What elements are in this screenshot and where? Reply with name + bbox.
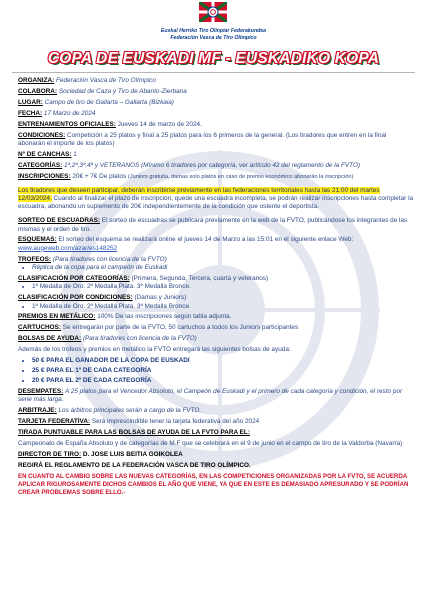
director-value: D. JOSE LUIS BEITIA GOIKOLEA — [82, 450, 183, 458]
categorias-value: 1ª,2ª,3ª,4ª y VETERANOS (Mínimo 6 tiradores por categoría, ver artículo 42 del reglamento de la FVTO) — [64, 161, 361, 169]
bolsas-value: (Para tiradores con licencia de la FVTO) — [82, 335, 197, 343]
cartuchos-value: Se entregarán por parte de la FVTO, 50 cartuchos a todos los Juniors participantes — [62, 324, 299, 332]
condiciones-row — [18, 132, 414, 149]
tarjeta-row — [18, 418, 414, 426]
bolsas-prizes — [18, 357, 414, 385]
clas-condiciones-label: CLASIFICACIÓN POR CONDICIONES: — [18, 294, 133, 302]
sorteo-value: El sorteo de escuadras se publicará previamente en la web de la FVTO, publicándose los integrantes de las mismas y el orden de tiro. — [18, 217, 408, 233]
clas-categorias-value: (Primera, Segunda, Tercera, cuarta y veteranos) — [131, 274, 269, 282]
sorteo-label: SORTEO DE ESCUADRAS: — [18, 217, 101, 225]
title-divider — [12, 72, 415, 73]
header — [0, 0, 427, 48]
desempates-value: A 25 platos para el Vencedor Absoluto, el Campeón de Euskadi y el primero de cada categoría y condición, el resto por serie más larga. — [18, 387, 403, 404]
esquemas-link[interactable]: www.augeweb.com/azar/es148252 — [18, 244, 118, 252]
desempates-label: DESEMPATES: — [18, 387, 64, 395]
bolsas-intro: Además de los trofeos y premios en metálico la FVTO entregará las siguientes bolsas de ayuda: — [18, 346, 291, 354]
premios-row — [18, 313, 414, 321]
clas-condiciones-value: (Damas y Juniors) — [134, 294, 187, 302]
arbitraje-value: Los árbitros principales serán a cargo de la FVTO. — [58, 406, 202, 414]
tarjeta-value: Será imprescindible tener la tarjeta federativa del año 2024 — [91, 417, 260, 425]
desempates-row — [18, 388, 414, 405]
esquemas-label: ESQUEMAS: — [18, 236, 57, 244]
condiciones-value: Competición a 25 platos y final a 25 platos para los 6 primeros de la general. (Los tiradores que entren en la final abonarán el importe de los platos) — [18, 131, 387, 147]
lugar-row — [18, 99, 414, 107]
cartuchos-label: CARTUCHOS: — [18, 324, 61, 332]
clas-condiciones-list — [18, 303, 414, 311]
bolsas-list — [18, 357, 414, 385]
entrenamientos-row — [18, 121, 414, 129]
director-label: DIRECTOR DE TIRO: — [18, 450, 82, 458]
fecha-value: 17 Marzo de 2024 — [43, 109, 96, 117]
arbitraje-row — [18, 407, 414, 415]
bolsas-row — [18, 335, 414, 343]
aviso-highlight: Los tiradores que deseen participar, deberán inscribirse previamente en las federaciones territoriales hasta las 21:00 del martes 12/03/2024. — [18, 186, 380, 202]
organiza-row — [18, 77, 414, 85]
federation-name-spanish: Federación Vasca de Tiro Olímpico — [170, 35, 257, 41]
content-body — [18, 77, 414, 497]
list-item: • Réplica de la copa para el campeón de Euskadi — [32, 264, 414, 272]
colabora-row — [18, 88, 414, 96]
reglamento-line: REGIRÁ EL REGLAMENTO DE LA FEDERACIÓN VASCA DE TIRO OLÍMPICO. — [18, 461, 251, 469]
director-row — [18, 451, 414, 459]
federation-name-basque: Euskal Herriko Tiro Olinpiar Federakundea — [160, 28, 267, 34]
tirada-value: Campeonato de España Absoluto y de categorías de M.F que se celebrará en el 9 de junio en el campo de tiro de la Valdorba (Navarra) — [18, 439, 403, 447]
aviso-paragraph — [18, 187, 414, 212]
list-item: • 50 € PARA EL GANADOR DE LA COPA DE EUSKADI — [32, 357, 414, 365]
tarjeta-label: TARJETA FEDERATIVA: — [18, 417, 91, 425]
canchas-label: Nº DE CANCHAS: — [18, 150, 72, 158]
arbitraje-label: ARBITRAJE: — [18, 406, 57, 414]
trofeos-label: TROFEOS: — [18, 255, 52, 263]
list-item: • 20 € PARA EL 2º DE CADA CATEGORÍA — [32, 377, 414, 385]
fecha-row — [18, 110, 414, 118]
canchas-value: 1 — [73, 150, 77, 158]
colabora-label: COLABORA: — [18, 87, 58, 95]
inscripciones-note: (Juniors gratuita, damas solo platos en caso de premio económico abonarán la inscripción) — [127, 173, 354, 180]
list-item: • 1ª Medalla de Oro. 2ª Medalla Plata. 3ª Medalla Bronce. — [32, 303, 414, 311]
inscripciones-row — [18, 173, 414, 181]
fecha-label: FECHA: — [18, 109, 43, 117]
trofeos-list — [18, 264, 414, 272]
inscripciones-value: 20€ + 7€ De platos — [72, 172, 127, 180]
premios-label: PREMIOS EN METÁLICO: — [18, 313, 96, 321]
aviso-rest: Cuando al finalizar el plazo de inscripción, quede una escuadra incompleta, se podrán realizar inscripciones hasta completar la escuadra, abonando un suplemento de 20€ independientemente de la condición que ostente el deportista. — [18, 194, 414, 211]
organiza-value: Federación Vasca de Tiro Olímpico — [56, 77, 156, 84]
list-item: • 1ª Medalla de Oro. 2ª Medalla Plata. 3ª Medalla Bronce. — [32, 283, 414, 291]
organiza-label: ORGANIZA: — [18, 77, 55, 84]
trofeos-value: (Para tiradores con licencia de la FVTO) — [52, 255, 167, 263]
list-item: • 25 € PARA EL 1º DE CADA CATEGORÍA — [32, 367, 414, 375]
sorteo-row — [18, 217, 414, 234]
federation-logo-icon — [199, 2, 227, 22]
canchas-row — [18, 151, 414, 159]
clas-condiciones-row — [18, 294, 414, 311]
categorias-row — [18, 162, 414, 170]
lugar-value: Campo de tiro de Gallarta – Gallarta (Bizkaia) — [44, 98, 174, 106]
document-title: COPA DE EUSKADI MF - EUSKADIKO KOPA — [47, 50, 380, 67]
cartuchos-row — [18, 324, 414, 332]
condiciones-label: CONDICIONES: — [18, 131, 66, 139]
premios-value: 100% De las inscripciones según tabla adjunta. — [97, 313, 232, 321]
tirada-title: TIRADA PUNTUABLE PARA LAS BOLSAS DE AYUDA DE LA FVTO PARA EL: — [18, 428, 250, 436]
entrenamientos-label: ENTRENAMIENTOS OFICIALES: — [18, 120, 116, 128]
bolsas-label: BOLSAS DE AYUDA: — [18, 335, 82, 343]
clas-categorias-label: CLASIFICACIÓN POR CATEGORÍAS: — [18, 274, 130, 282]
esquemas-row — [18, 236, 414, 253]
entrenamientos-value: Jueves 14 de marzo de 2024. — [117, 120, 202, 128]
trofeos-row — [18, 256, 414, 273]
esquemas-value: El sorteo del esquema se realizará online el jueves 14 de Marzo a las 15:01 en el siguiente enlace Web: — [58, 236, 354, 244]
lugar-label: LUGAR: — [18, 98, 43, 106]
footer-note: EN CUANTO AL CAMBIO SOBRE LAS NUEVAS CATEGORÍAS, EN LAS COMPETICIONES ORGANIZADAS POR LA FVTO, SE ACUERDA APLICAR RIGUROSAMENTE DICHOS CAMBIOS EL AÑO QUE VIENE, YA QUE EN ESTE ES DEMASIADO APRESURADO Y SE PODRÍAN CREAR PROBLEMAS SOBRE ELLO.- — [18, 472, 409, 496]
clas-categorias-row — [18, 275, 414, 292]
colabora-value: Sociedad de Caza y Tiro de Abanto-Zierbana — [58, 87, 187, 95]
categorias-label: CATEGORÍAS: — [18, 161, 63, 169]
inscripciones-label: INSCRIPCIONES: — [18, 172, 71, 180]
clas-categorias-list — [18, 283, 414, 291]
